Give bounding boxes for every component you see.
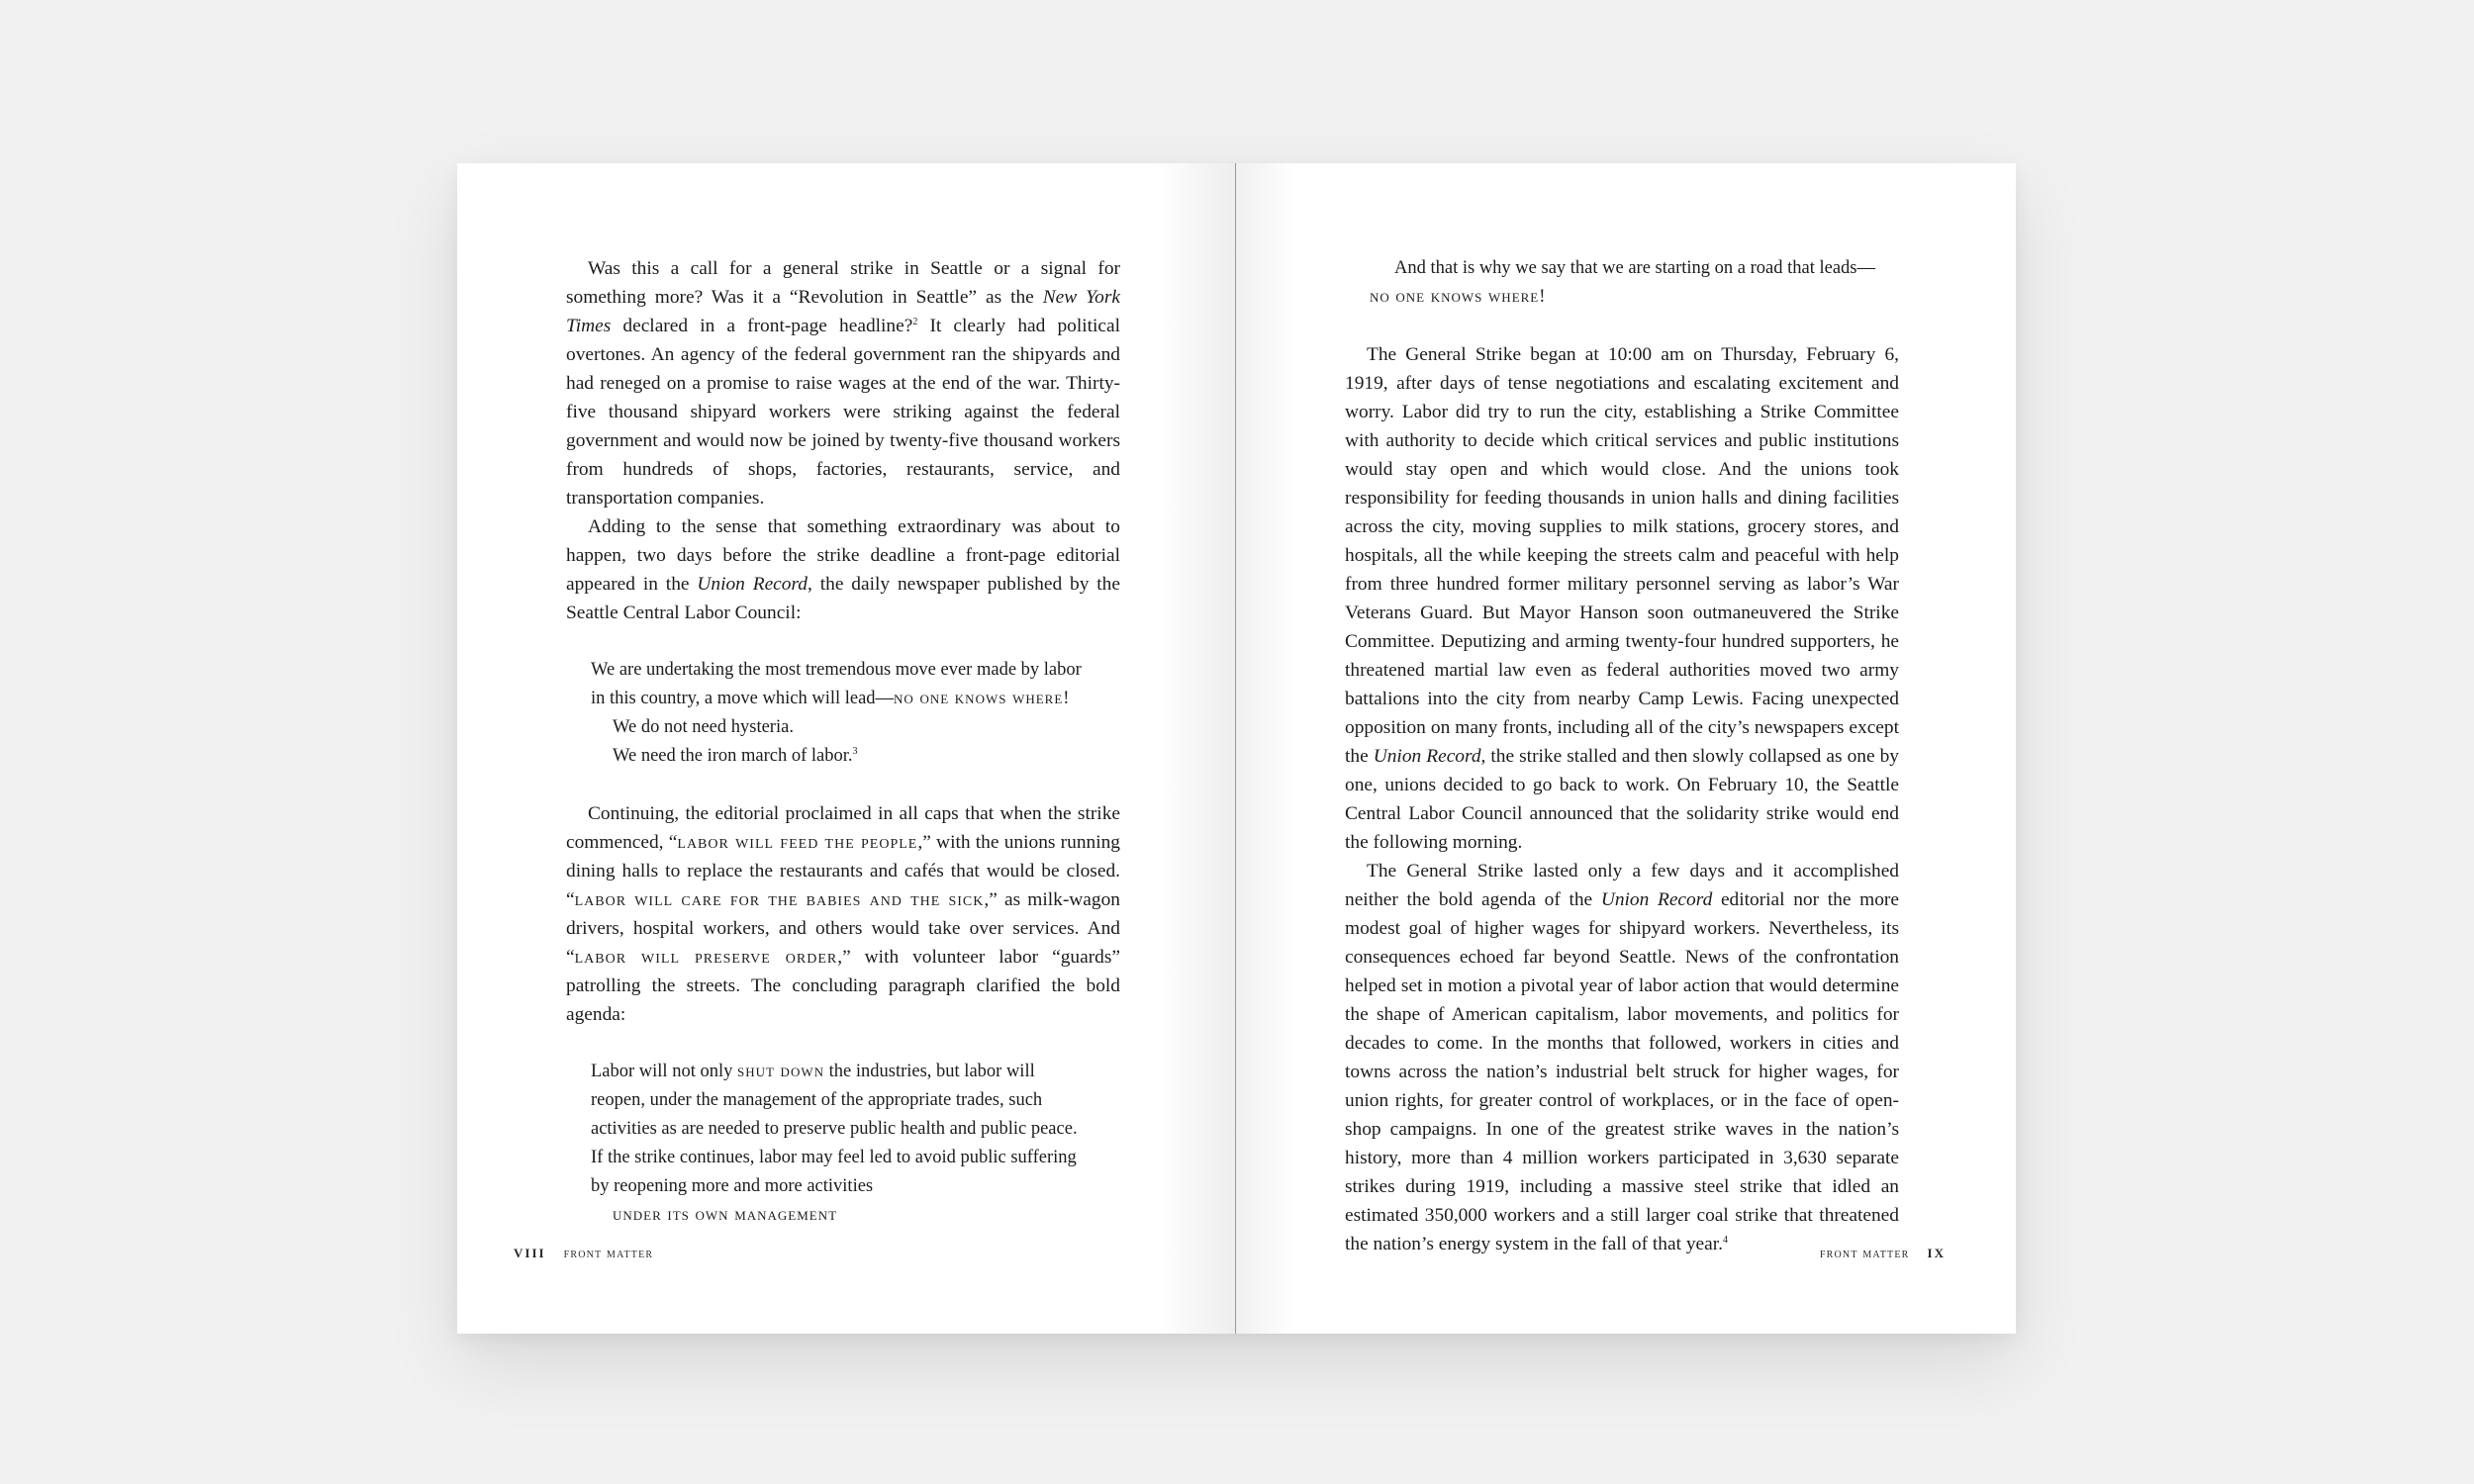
paragraph: Was this a call for a general strike in Seattle or a signal for something more? Was it a “Revolution in Seattle” as the New York Times declared in a front-page headline?$^2$ It clearly had political overtones. An agency of the federal government ran the shipyards and had reneged on a promise to raise wages at the end of the war. Thirty-five thousand shipyard workers were striking against the federal government and would now be joined by twenty-five thousand workers from hundreds of shops, factories, restaurants, service, and transportation companies. bbox=[566, 258, 1120, 509]
paragraph: Adding to the sense that something extraordinary was about to happen, two days before the strike deadline a front-page editorial appeared in the Union Record, the daily newspaper published by the Seattle Central Labor Council: bbox=[566, 516, 1120, 623]
right-folio bbox=[1820, 1242, 1946, 1263]
paragraph: The General Strike lasted only a few days and it accomplished neither the bold agenda of the Union Record editorial nor the more modest goal of higher wages for shipyard workers. Nevertheless, its consequences echoed far beyond Seattle. News of the confrontation helped set in motion a pivotal year of labor action that would determine the shape of American capitalism, labor movements, and politics for decades to come. In the months that followed, workers in cities and towns across the nation’s industrial belt struck for higher wages, for union rights, for greater control of workplaces, or in the face of open-shop campaigns. In one of the greatest strike waves in the nation’s history, more than 4 million workers participated in 3,630 separate strikes during 1919, including a massive steel strike that idled an estimated 350,000 workers and a still larger coal strike that threatened the nation’s energy system in the fall of that year.$^4$ bbox=[1345, 861, 1899, 1254]
right-page bbox=[1236, 163, 2016, 1334]
paragraph: Continuing, the editorial proclaimed in all caps that when the strike commenced, “labor will feed the people,” with the unions running dining halls to replace the restaurants and cafés that would be closed. “labor will care for the babies and the sick,” as milk-wagon drivers, hospital workers, and others would take over services. And “labor will preserve order,” with volunteer labor “guards” patrolling the streets. The concluding paragraph clarified the bold agenda: bbox=[566, 803, 1121, 1025]
paragraph: The General Strike began at 10:00 am on Thursday, February 6, 1919, after days of tense negotiations and escalating excitement and worry. Labor did try to run the city, establishing a Strike Committee with authority to decide which critical services and public institutions would stay open and which would close. And the unions took responsibility for feeding thousands in union halls and dining facilities across the city, moving supplies to milk stations, grocery stores, and hospitals, all the while keeping the streets calm and peaceful with help from three hundred former military personnel serving as labor’s War Veterans Guard. But Mayor Hanson soon outmaneuvered the Strike Committee. Deputizing and arming twenty-four hundred supporters, he threatened martial law even as federal authorities moved two army battalions into the city from nearby Camp Lewis. Facing unexpected opposition on many fronts, including all of the city’s newspapers except the Union Record, the strike stalled and then slowly collapsed as one by one, unions decided to go back to work. On February 10, the Seattle Central Labor Council announced that the solidarity strike would end the following morning. bbox=[1345, 344, 1899, 853]
footnote-ref: 4 bbox=[1722, 1235, 1728, 1246]
block-quote: Labor will not only shut down the industries, but labor will reopen, under the management of the appropriate trades, such activities as are needed to preserve public health and public peace. If the strike continues, labor may feel led to avoid public suffering by reopening more and more activities under its own management bbox=[591, 1062, 1078, 1225]
right-page-body bbox=[1345, 254, 1899, 1258]
book-spread bbox=[457, 163, 2016, 1334]
left-page-body bbox=[566, 254, 1120, 1258]
epigraph: And that is why we say that we are starting on a road that leads— no one knows where! bbox=[1370, 258, 1876, 307]
footnote-ref: 3 bbox=[852, 746, 858, 757]
running-head: front matter bbox=[1819, 1247, 1910, 1261]
left-folio bbox=[514, 1242, 653, 1263]
footnote-ref: 2 bbox=[912, 317, 918, 327]
block-quote: We are undertaking the most tremendous move ever made by labor in this country, a move which will lead—no one knows where! We do not need hysteria. We need the iron march of labor.$^3$ bbox=[591, 660, 1082, 766]
page-number: ix bbox=[1927, 1242, 1946, 1262]
running-head: front matter bbox=[563, 1247, 654, 1261]
left-page bbox=[457, 163, 1236, 1334]
page-number: viii bbox=[514, 1242, 546, 1262]
